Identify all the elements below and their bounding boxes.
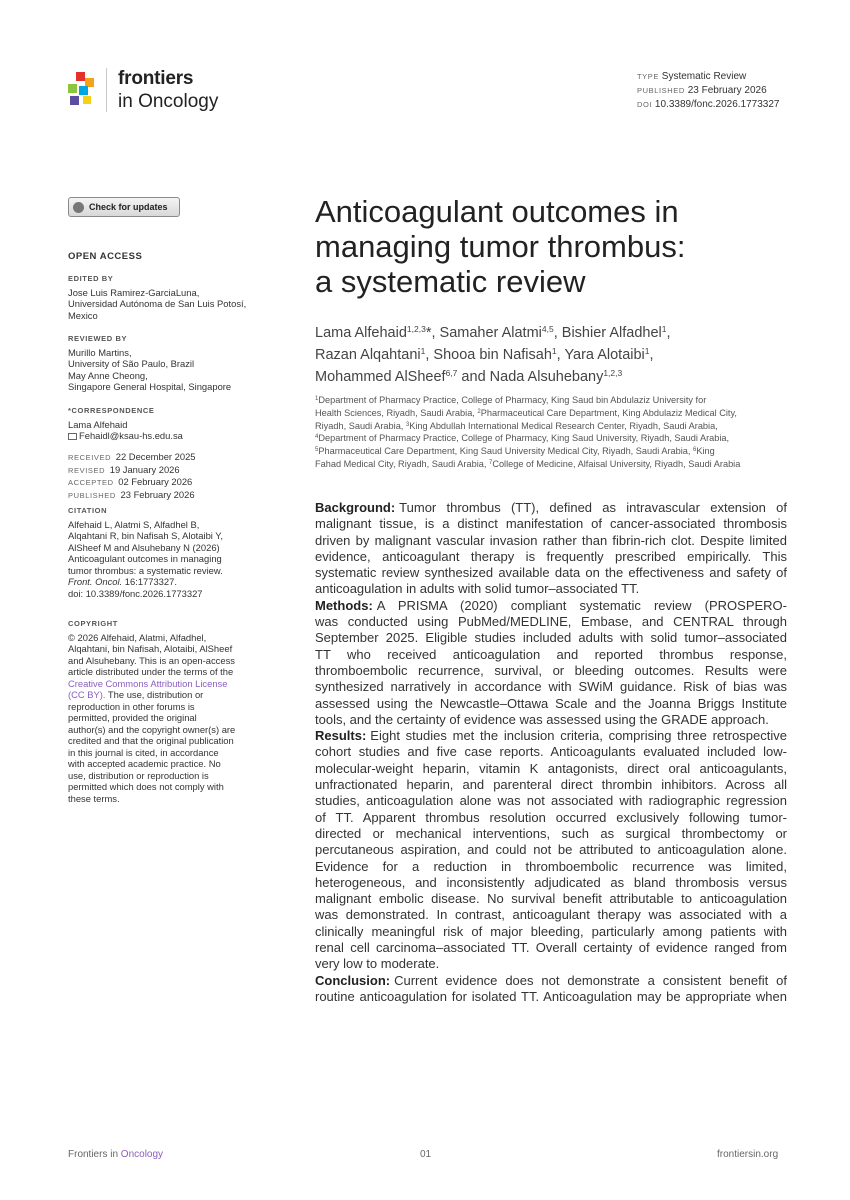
abstract-line <box>315 598 787 614</box>
abstract-line <box>315 696 787 712</box>
abstract-text: systematic review synthesized available data on the effectiveness and safety of <box>315 565 787 581</box>
abstract-text: heterogeneous, and inconsistently adjudicated as bland thrombosis versus <box>315 874 787 890</box>
author-list: Lama Alfehaid$^{1,2,3}$*, Samaher Alatmi$^{4,5}$, Bishier Alfadhel$^1$, Razan Alqahtani$^1$, Shooa bin Nafisah$^1$, Yara Alotaibi$^1$, Mohammed AlSheef$^{6,7}$ and Nada Alsuhebany$^{1,2,3}$ <box>315 324 671 385</box>
abstract-text: driven by malignant vascular invasion rather than fibrin-rich clot. Despite limited <box>315 532 787 548</box>
abstract-line <box>315 728 787 744</box>
abstract-line <box>315 859 787 875</box>
update-icon <box>73 202 84 213</box>
article-type: TYPE Systematic Review <box>637 71 747 82</box>
abstract-text: studies, anticoagulation alone was not associated with radiographic regression <box>315 793 787 809</box>
author[interactable]: Bishier Alfadhel <box>561 325 662 341</box>
abstract-text: Tumor thrombus (TT), defined as intravascular extension of <box>399 500 787 515</box>
abstract-line <box>315 549 787 565</box>
abstract <box>315 500 787 1005</box>
citation-section: CITATION Alfehaid L, Alatmi S, Alfadhel B, Alqahtani R, bin Nafisah S, Alotaibi Y, AlSheef M and Alsuhebany N (2026) Anticoagulant outcomes in managing tumor thrombus: a systematic review. Front. Oncol. 16:1773327. doi: 10.3389/fonc.2026.1773327 <box>68 506 223 599</box>
abstract-text: of TT. Apparent thrombus resolution occurred exclusively following tumor- <box>315 809 787 825</box>
author[interactable]: Shooa bin Nafisah <box>433 347 552 363</box>
page-number: 01 <box>420 1149 432 1160</box>
abstract-line <box>315 891 787 907</box>
abstract-section-label: Results: <box>315 728 367 744</box>
frontiers-logo-icon <box>68 72 98 106</box>
abstract-text: evidence, anticoagulant therapy is frequently prescribed empirically. This <box>315 548 787 564</box>
abstract-text: routine anticoagulation for isolated TT. Anticoagulation may be appropriate when <box>315 988 787 1004</box>
abstract-line <box>315 679 787 695</box>
abstract-line <box>315 907 787 923</box>
abstract-line <box>315 956 787 972</box>
abstract-section-label: Methods: <box>315 597 373 613</box>
check-for-updates-button[interactable]: Check for updates <box>68 197 180 217</box>
abstract-line <box>315 712 787 728</box>
dates-section: RECEIVED 22 December 2025 REVISED 19 January 2026 ACCEPTED 02 February 2026 PUBLISHED 23 February 2026 <box>68 451 196 500</box>
brand-name[interactable]: frontiers <box>118 68 194 89</box>
abstract-text: unfractionated heparin, and parenteral direct thrombin inhibitors. Across all <box>315 777 787 793</box>
abstract-text: Current evidence does not demonstrate a consistent benefit of <box>394 972 787 988</box>
abstract-text: renal cell carcinoma–associated TT. Overall certainty of evidence ranged from <box>315 940 787 956</box>
abstract-line <box>315 614 787 630</box>
footer-site-link[interactable]: frontiersin.org <box>717 1149 779 1160</box>
abstract-line <box>315 500 787 516</box>
abstract-line <box>315 581 787 597</box>
abstract-text: was demonstrated. In contrast, anticoagulant therapy was associated with a <box>315 907 787 923</box>
edited-by-section: EDITED BY Jose Luis Ramirez-GarciaLuna, Universidad Autónoma de San Luis Potosí, Mexico <box>68 274 247 321</box>
abstract-line <box>315 989 787 1005</box>
cc-by-link[interactable]: (CC BY). <box>68 689 106 700</box>
author[interactable]: Samaher Alatmi <box>439 325 542 341</box>
abstract-text: clinically meaningful risk of major bleeding, particularly among patients with <box>315 923 787 939</box>
abstract-line <box>315 647 787 663</box>
abstract-text: assessed using the Newcastle–Ottawa Scale and the Joanna Briggs Institute <box>315 695 787 711</box>
abstract-text: cohort studies and five case reports. Anticoagulants evaluated included low- <box>315 744 787 760</box>
article-title: Anticoagulant outcomes in managing tumor thrombus: a systematic review <box>315 194 686 299</box>
abstract-line <box>315 875 787 891</box>
abstract-line <box>315 842 787 858</box>
journal-name[interactable]: in Oncology <box>118 91 219 112</box>
abstract-text: malignant tissue, is a distinct manifestation of cancer-associated thrombosis <box>315 516 787 532</box>
abstract-line <box>315 777 787 793</box>
copyright-section: COPYRIGHT © 2026 Alfehaid, Alatmi, Alfadhel, Alqahtani, bin Nafisah, Alotaibi, AlSheef and Alsuhebany. This is an open-access article distributed under the terms of the Creative Commons Attribution License (CC BY). The use, distribution or reproduction in other forums is permitted, provided the original author(s) and the copyright owner(s) are credited and that the original publication in this journal is cited, in accordance with accepted academic practice. No use, distribution or reproduction is permitted which does not comply with these terms. <box>68 618 278 804</box>
abstract-line <box>315 940 787 956</box>
abstract-text: A PRISMA (2020) compliant systematic review (PROSPERO- <box>376 597 787 613</box>
abstract-text: TT who received anticoagulation and reported thrombus response, <box>315 646 787 662</box>
abstract-line <box>315 533 787 549</box>
reviewed-by-section: REVIEWED BY Murillo Martins, University of São Paulo, Brazil May Anne Cheong, Singapore General Hospital, Singapore <box>68 334 232 392</box>
author[interactable]: Mohammed AlSheef <box>315 369 446 385</box>
abstract-line <box>315 663 787 679</box>
abstract-line <box>315 761 787 777</box>
footer-journal: Frontiers in Oncology <box>68 1149 164 1160</box>
abstract-text: thromboembolic recurrence, survival, or bleeding outcomes. Results were <box>315 662 787 678</box>
abstract-line <box>315 973 787 989</box>
abstract-section-label: Background: <box>315 500 396 515</box>
author[interactable]: Yara Alotaibi <box>564 347 645 363</box>
abstract-line <box>315 565 787 581</box>
abstract-line <box>315 793 787 809</box>
abstract-text: anticoagulation in adults with solid tumor–associated TT. <box>315 581 640 597</box>
author[interactable]: Razan Alqahtani <box>315 347 421 363</box>
abstract-text: malignant embolic disease. No survival benefit attributable to anticoagulation <box>315 891 787 907</box>
correspondence-section: *CORRESPONDENCE Lama Alfehaid Fehaidl@ksau-hs.edu.sa <box>68 405 278 442</box>
abstract-text: directed or mechanical interventions, such as surgical thrombectomy or <box>315 825 787 841</box>
abstract-line <box>315 516 787 532</box>
abstract-text: September 2025. Eligible studies included adults with solid tumor–associated <box>315 630 787 646</box>
abstract-text: molecular-weight heparin, vitamin K antagonists, direct oral anticoagulants, <box>315 760 787 776</box>
abstract-line <box>315 810 787 826</box>
abstract-line <box>315 826 787 842</box>
abstract-text: Eight studies met the inclusion criteria, comprising three retrospective <box>370 728 787 744</box>
logo-divider <box>106 68 107 112</box>
abstract-line <box>315 630 787 646</box>
abstract-line <box>315 744 787 760</box>
mail-icon <box>68 433 77 440</box>
correspondence-email[interactable]: Fehaidl@ksau-hs.edu.sa <box>68 430 278 442</box>
license-link[interactable]: Creative Commons Attribution License <box>68 677 228 689</box>
abstract-section-label: Conclusion: <box>315 972 391 988</box>
abstract-text: tools, and the certainty of evidence was assessed using the GRADE approach. <box>315 711 769 727</box>
abstract-line <box>315 924 787 940</box>
author[interactable]: Lama Alfehaid <box>315 325 407 341</box>
abstract-text: percutaneous aspiration, and could not be attributed to anticoagulation alone. <box>315 842 787 858</box>
author[interactable]: Nada Alsuhebany <box>489 369 604 385</box>
affiliations: $^1$Department of Pharmacy Practice, College of Pharmacy, King Saud bin Abdulaziz University for Health Sciences, Riyadh, Saudi Arabia, $^2$Pharmaceutical Care Department, King Abdulaziz Medical City, Riyadh, Saudi Arabia, $^3$King Abdullah International Medical Research Center, Riyadh, Saudi Arabia, $^4$Department of Pharmacy Practice, College of Pharmacy, King Saud University, Riyadh, Saudi Arabia, $^5$Pharmaceutical Care Department, King Saud University Medical City, Riyadh, Saudi Arabia, $^6$King Fahad Medical City, Riyadh, Saudi Arabia, $^7$College of Medicine, Alfaisal University, Riyadh, Saudi Arabia <box>315 395 741 469</box>
abstract-text: synthesized narratively in accordance with SWiM guidance. Risk of bias was <box>315 679 787 695</box>
abstract-text: very low to moderate. <box>315 956 440 972</box>
open-access-label: OPEN ACCESS <box>68 251 143 262</box>
abstract-text: was conducted using PubMed/MEDLINE, Embase, and CENTRAL through <box>315 614 787 630</box>
doi[interactable]: DOI 10.3389/fonc.2026.1773327 <box>637 99 780 110</box>
abstract-text: Evidence for a reduction in thromboembolic recurrence was limited, <box>315 858 787 874</box>
published-date: PUBLISHED 23 February 2026 <box>637 85 767 96</box>
